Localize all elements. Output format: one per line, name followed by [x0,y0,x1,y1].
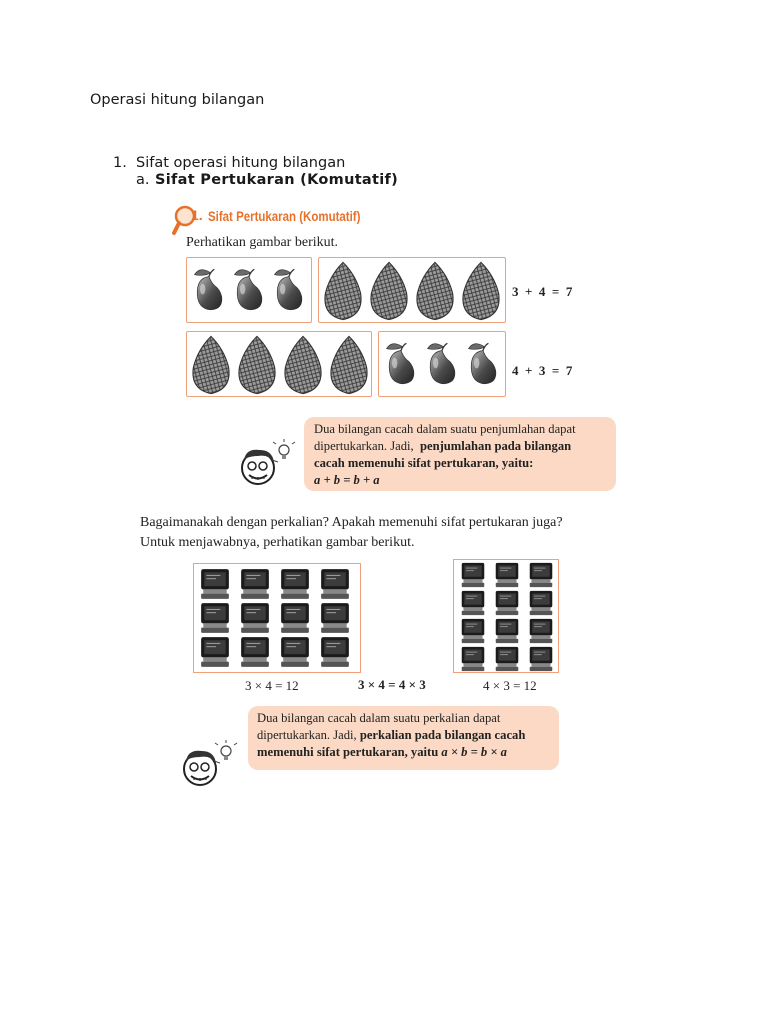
addition-note-bubble [304,417,616,491]
mango-icon [275,269,302,310]
addition-note-line1: Dua bilangan cacah dalam suatu penjumlahan dapat [314,422,576,436]
monitor-icon [321,569,349,599]
monitor-icon [462,619,485,643]
monitor-icon [241,569,269,599]
multiplication-formula: a × b = b × a [441,745,507,759]
section-heading: Sifat Pertukaran (Komutatif) [208,208,361,224]
section-number: 1. [191,207,203,223]
multiplication-note-line1: Dua bilangan cacah dalam suatu perkalian dapat [257,711,501,725]
document-title: Operasi hitung bilangan [90,92,265,108]
addition-formula: a + b = b + a [314,473,380,487]
salak-icon [331,336,367,393]
question-line-1: Bagaimanakah dengan perkalian? Apakah memenuhi sifat pertukaran juga? [140,515,563,530]
monitor-icon [530,647,553,671]
equation-4-plus-3: 4 + 3 = 7 [512,363,573,378]
mango-icon [428,343,455,384]
monitor-icon [462,647,485,671]
caption-4x3: 4 × 3 = 12 [483,678,537,693]
monitor-icon [241,637,269,667]
mango-group-3-row2 [378,331,506,397]
addition-note-line3: cacah memenuhi sifat pertukaran, yaitu: [314,456,534,470]
monitor-icon [281,637,309,667]
mango-icon [387,343,414,384]
list-item-text: Sifat operasi hitung bilangan [136,155,346,171]
addition-note-line2-bold: penjumlahan pada bilangan [419,439,572,453]
mango-group-3 [186,257,312,323]
monitor-icon [530,591,553,615]
monitor-icon [321,603,349,633]
multiplication-note-line3: memenuhi sifat pertukaran, yaitu [257,745,439,759]
cartoon-thinker-icon [172,737,242,789]
monitor-icon [321,637,349,667]
monitor-icon [462,563,485,587]
salak-icon [325,262,361,319]
multiplication-note-bubble [248,706,559,770]
monitor-icon [530,619,553,643]
mango-icon [235,269,262,310]
monitor-icon [281,569,309,599]
equation-3-plus-4: 3 + 4 = 7 [512,284,573,299]
monitor-grid-3x4 [193,563,361,673]
caption-commutative: 3 × 4 = 4 × 3 [358,677,426,692]
monitor-grid-4x3 [453,559,559,673]
monitor-icon [496,591,519,615]
salak-icon [239,336,275,393]
instruction-text: Perhatikan gambar berikut. [186,235,339,250]
salak-group-4-row2 [186,331,372,397]
multiplication-note-line2: dipertukarkan. Jadi, [257,728,357,742]
sub-list-letter: a. [136,172,150,188]
monitor-icon [530,563,553,587]
monitor-icon [496,563,519,587]
question-line-2: Untuk menjawabnya, perhatikan gambar berikut. [140,535,415,550]
salak-icon [463,262,499,319]
monitor-icon [241,603,269,633]
salak-icon [285,336,321,393]
cartoon-thinker-icon [230,436,300,488]
mango-icon [195,269,222,310]
multiplication-note-line2-bold: perkalian pada bilangan cacah [359,728,526,742]
monitor-icon [201,637,229,667]
salak-group-4 [318,257,506,323]
monitor-icon [496,619,519,643]
sub-list-item-text: Sifat Pertukaran (Komutatif) [155,172,399,188]
list-number: 1. [113,155,127,171]
monitor-icon [496,647,519,671]
monitor-icon [462,591,485,615]
monitor-icon [201,603,229,633]
salak-icon [193,336,229,393]
caption-3x4: 3 × 4 = 12 [245,678,299,693]
mango-icon [469,343,496,384]
addition-note-line2: dipertukarkan. Jadi, [314,439,414,453]
monitor-icon [201,569,229,599]
salak-icon [417,262,453,319]
salak-icon [371,262,407,319]
monitor-icon [281,603,309,633]
